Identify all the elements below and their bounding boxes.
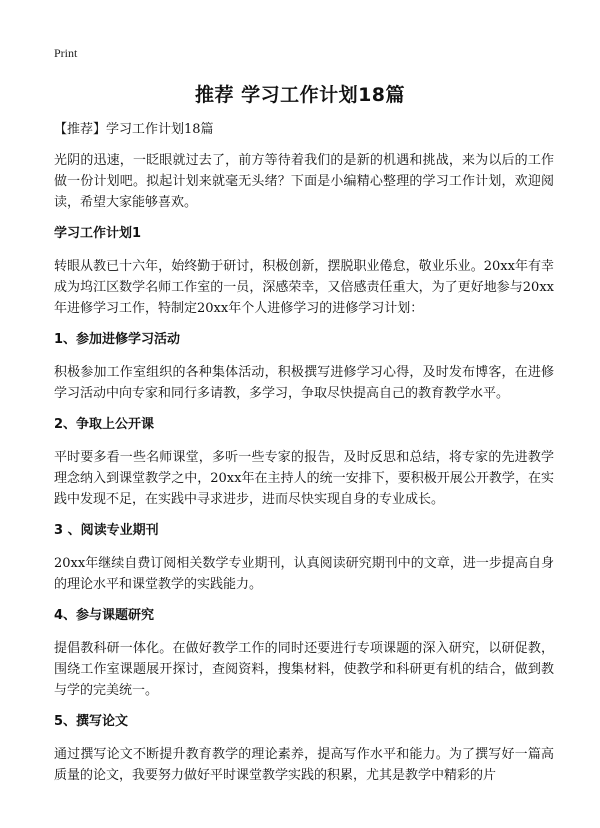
section-text-1: 积极参加工作室组织的各种集体活动，积极撰写进修学习心得，及时发布博客，在进修学习活动中向专家和同行多请教，多学习，争取尽快提高自己的教育教学水平。 [54,365,554,401]
plan-intro-paragraph: 转眼从教已十六年，始终勤于研讨，积极创新，摆脱职业倦怠，敬业乐业。20xx年有幸成为坞江区数学名师工作室的一员，深感荣幸，又倍感责任重大，为了更好地参与20xx年进修学习工作，特制定20xx年个人进修学习的进修学习计划： [54,259,554,316]
print-link[interactable]: Print [54,46,78,60]
section-heading-5: 5、撰写论文 [54,714,129,729]
section-heading-3: 3 、阅读专业期刊 [54,523,159,538]
section-text-2: 平时要多看一些名师课堂，多听一些专家的报告，及时反思和总结，将专家的先进教学理念纳入到课堂教学之中，20xx年在主持人的统一安排下，要积极开展公开教学，在实践中发现不足，在实践中寻求进步，进而尽快实现自身的专业成长。 [54,450,554,507]
section-heading-1: 1、参加进修学习活动 [54,332,181,347]
document-body [54,120,554,797]
intro-paragraph: 光阴的迅速，一眨眼就过去了，前方等待着我们的是新的机遇和挑战，来为以后的工作做一份计划吧。拟起计划来就毫无头绪？下面是小编精心整理的学习工作计划，欢迎阅读，希望大家能够喜欢。 [54,153,554,210]
section-text-3: 20xx年继续自费订阅相关数学专业期刊，认真阅读研究期刊中的文章，进一步提高自身的理论水平和课堂教学的实践能力。 [54,556,554,592]
document-subtitle: 【推荐】学习工作计划18篇 [54,122,214,137]
section-heading-4: 4、参与课题研究 [54,608,155,623]
section-text-4: 提倡教科研一体化。在做好教学工作的同时还要进行专项课题的深入研究，以研促教，围绕工作室课题展开探讨，查阅资料，搜集材料，使教学和科研更有机的结合，做到教与学的完美统一。 [54,641,554,698]
document-title: 推荐 学习工作计划18篇 [194,84,406,106]
plan-heading: 学习工作计划1 [54,226,142,241]
section-text-5: 通过撰写论文不断提升教育教学的理论素养，提高写作水平和能力。为了撰写好一篇高质量的论文，我要努力做好平时课堂教学实践的积累，尤其是教学中精彩的片 [54,747,554,783]
section-heading-2: 2、争取上公开课 [54,417,155,432]
